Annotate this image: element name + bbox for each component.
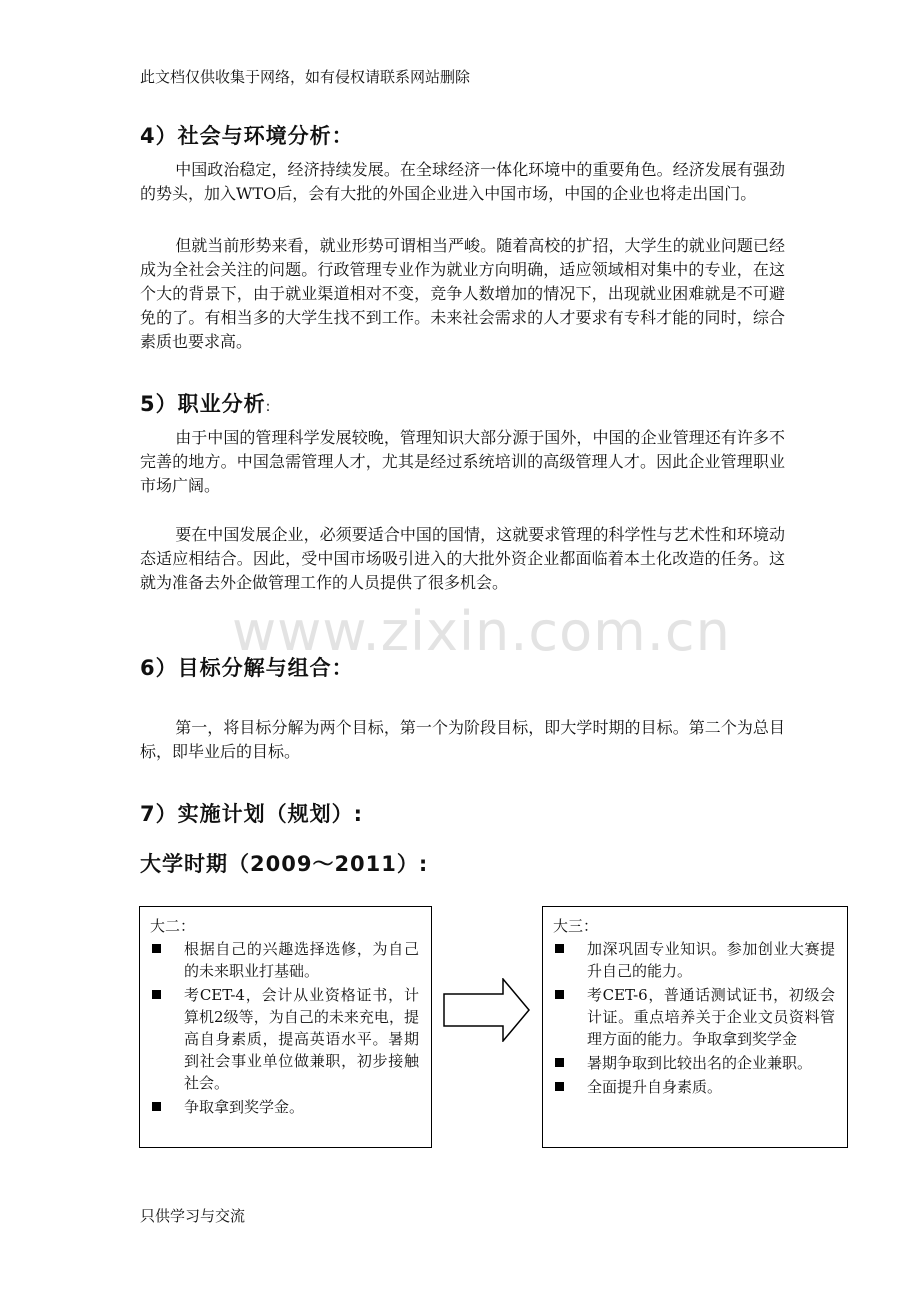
heading-social-analysis: 4）社会与环境分析： — [140, 124, 354, 148]
plan-list — [553, 938, 835, 1098]
paragraph-career-1: 由于中国的管理科学发展较晚，管理知识大部分源于国外，中国的企业管理还有许多不完善的地方。中国急需管理人才，尤其是经过系统培训的高级管理人才。因此企业管理职业市场广阔。 — [140, 428, 785, 495]
paragraph-social-1: 中国政治稳定，经济持续发展。在全球经济一体化环境中的重要角色。经济发展有强劲的势头，加入WTO后，会有大批的外国企业进入中国市场，中国的企业也将走出国门。 — [140, 160, 785, 203]
list-item-text: 根据自己的兴趣选择选修，为自己的未来职业打基础。 — [184, 940, 419, 980]
list-item — [553, 1076, 835, 1098]
list-item-text: 考CET-4，会计从业资格证书，计算机2级等，为自己的未来充电，提高自身素质，提高英语水平。暑期到社会事业单位做兼职，初步接触社会。 — [184, 986, 419, 1092]
arrow-right-icon — [443, 978, 531, 1042]
plan-box-title: 大二： — [150, 917, 196, 935]
square-bullet-icon — [555, 990, 564, 999]
heading-implementation-plan: 7）实施计划（规划）: — [140, 802, 364, 826]
footer-note: 只供学习与交流 — [140, 1207, 246, 1225]
list-item-text: 争取拿到奖学金。 — [184, 1098, 305, 1116]
list-item-text: 暑期争取到比较出名的企业兼职。 — [587, 1054, 813, 1072]
list-item — [150, 1096, 419, 1118]
header-note: 此文档仅供收集于网络，如有侵权请联系网站删除 — [140, 68, 471, 86]
square-bullet-icon — [555, 944, 564, 953]
paragraph-career-2: 要在中国发展企业，必须要适合中国的国情，这就要求管理的科学性与艺术性和环境动态适应相结合。因此，受中国市场吸引进入的大批外资企业都面临着本土化改造的任务。这就为准备去外企做管理工作的人员提供了很多机会。 — [140, 525, 785, 592]
heading-career-colon: : — [265, 399, 272, 415]
paragraph-social-2: 但就当前形势来看，就业形势可谓相当严峻。随着高校的扩招，大学生的就业问题已经成为全社会关注的问题。行政管理专业作为就业方向明确，适应领域相对集中的专业，在这个大的背景下，由于就业渠道相对不变，竞争人数增加的情况下，出现就业困难就是不可避免的了。有相当多的大学生找不到工作。未来社会需求的人才要求有专科才能的同时，综合素质也要求高。 — [140, 236, 785, 351]
watermark: www.zixin.com.cn — [232, 600, 731, 663]
square-bullet-icon — [152, 1102, 161, 1111]
heading-career-text: 5）职业分析 — [140, 392, 266, 416]
list-item — [553, 984, 835, 1050]
plan-list — [150, 938, 419, 1118]
square-bullet-icon — [555, 1082, 564, 1091]
list-item — [150, 984, 419, 1094]
plan-box-sophomore — [139, 906, 432, 1148]
plan-box-title: 大三： — [553, 917, 599, 935]
subheading-university-period: 大学时期（2009～2011）: — [140, 852, 429, 876]
square-bullet-icon — [555, 1058, 564, 1067]
paragraph-goals: 第一，将目标分解为两个目标，第一个为阶段目标，即大学时期的目标。第二个为总目标，即毕业后的目标。 — [140, 718, 785, 761]
list-item — [150, 938, 419, 982]
list-item-text: 全面提升自身素质。 — [587, 1078, 723, 1096]
plan-box-junior — [542, 906, 848, 1148]
list-item-text: 考CET-6，普通话测试证书，初级会计证。重点培养关于企业文员资料管理方面的能力。争取拿到奖学金 — [587, 986, 835, 1048]
heading-goal-decomposition: 6）目标分解与组合： — [140, 656, 354, 680]
list-item — [553, 938, 835, 982]
list-item — [553, 1052, 835, 1074]
list-item-text: 加深巩固专业知识。参加创业大赛提升自己的能力。 — [587, 940, 835, 980]
square-bullet-icon — [152, 944, 161, 953]
square-bullet-icon — [152, 990, 161, 999]
heading-career-analysis — [140, 388, 271, 418]
